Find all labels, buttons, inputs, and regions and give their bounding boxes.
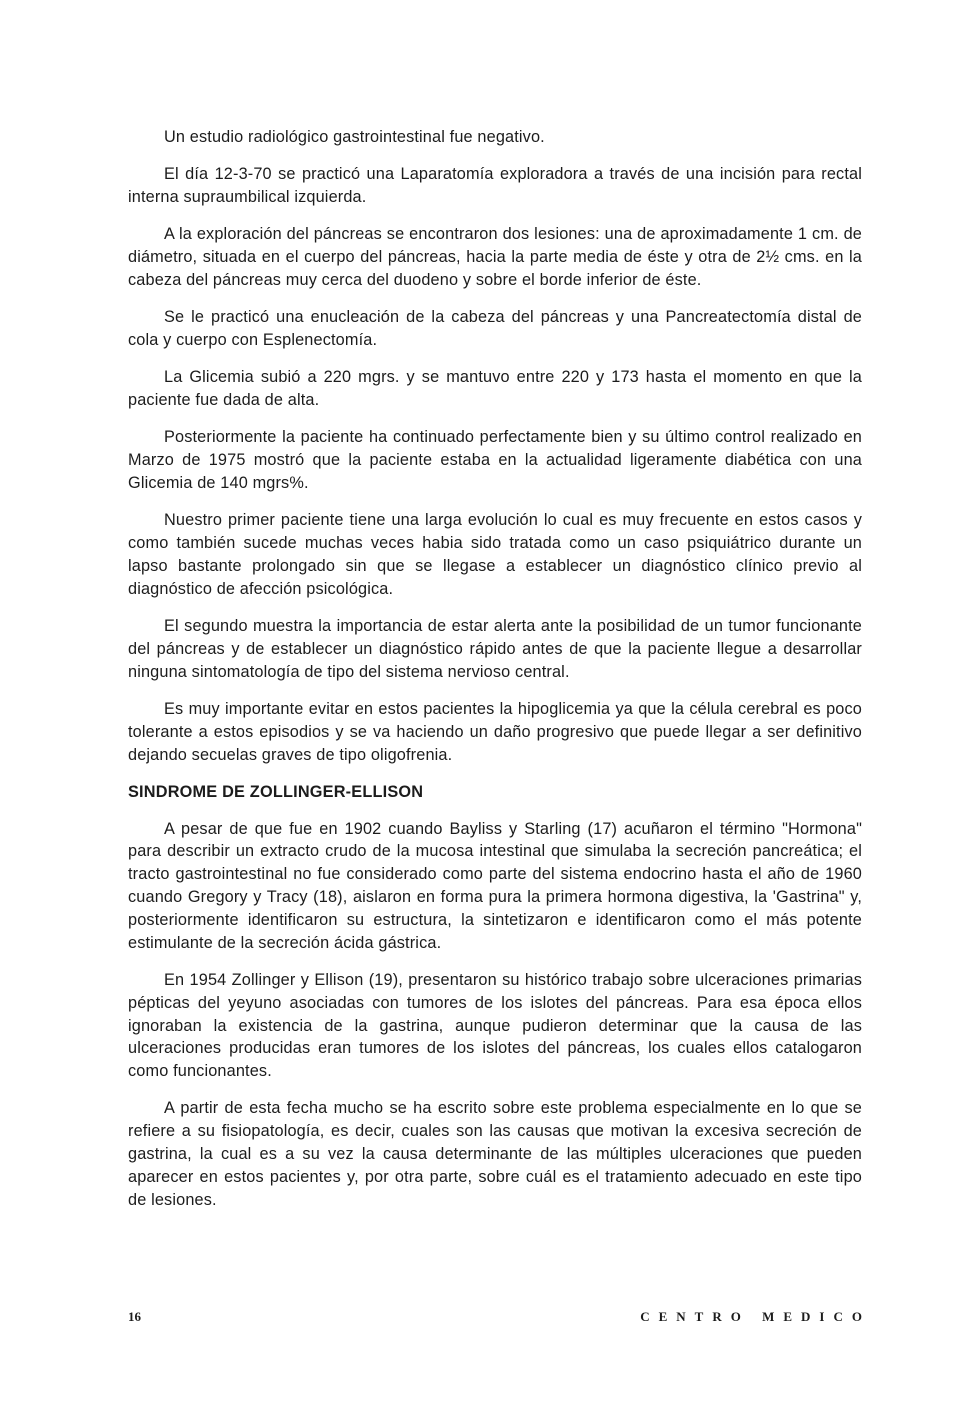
section-heading: SINDROME DE ZOLLINGER-ELLISON (128, 782, 424, 801)
paragraph: El día 12-3-70 se practicó una Laparatomía exploradora a través de una incisión para rectal interna supraumbilical izquierda. (128, 165, 862, 207)
paragraph: A partir de esta fecha mucho se ha escrito sobre este problema especialmente en lo que se refiere a su fisiopatología, es decir, cuales son las causas que motivan la excesiva secreción de gastrina, la cual es a su vez la causa determinante de las múltiples ulceraciones que pueden aparecer en estos pacientes y, por otra parte, sobre cuál es el tratamiento adecuado en este tipo de lesiones. (128, 1099, 862, 1209)
paragraph: Posteriormente la paciente ha continuado perfectamente bien y su último control realizado en Marzo de 1975 mostró que la paciente estaba en la actualidad ligeramente diabética con una Glicemia de 140 mgrs%. (128, 428, 862, 493)
paragraph: En 1954 Zollinger y Ellison (19), presentaron su histórico trabajo sobre ulceraciones primarias pépticas del yeyuno asociadas con tumores de los islotes del páncreas. Para esa época ellos ignoraban la existencia de la gastrina, aunque pudieron determinar que la causa de las ulceraciones producidas eran tumores de los islotes del páncreas, los cuales ellos catalogaron como funcionantes. (128, 970, 862, 1081)
paragraph: Nuestro primer paciente tiene una larga evolución lo cual es muy frecuente en estos casos y como también sucede muchas veces habia sido tratada como un caso psiquiátrico durante un lapso bastante prolongado sin que se llegase a establecer un diagnóstico clínico previo al diagnóstico de afección psicológica. (128, 511, 862, 598)
body-text (128, 126, 862, 1226)
paragraph: Un estudio radiológico gastrointestinal fue negativo. (164, 128, 545, 146)
page-footer (128, 1309, 871, 1325)
paragraph: A pesar de que fue en 1902 cuando Bayliss y Starling (17) acuñaron el término "Hormona" para describir un extracto crudo de la mucosa intestinal que simulaba la secreción pancreática; el tracto gastrointestinal no fue considerado como parte del sistema endocrino hasta el año de 1960 cuando Gregory y Tracy (18), aislaron en forma pura la primera hormona digestiva, la 'Gastrina" y, posteriormente identificaron su estructura, la sintetizaron e identificaron como el más potente estimulante de la secreción ácida gástrica. (128, 819, 862, 952)
paragraph: Se le practicó una enucleación de la cabeza del páncreas y una Pancreatectomía distal de cola y cuerpo con Esplenectomía. (128, 308, 862, 350)
paragraph: Es muy importante evitar en estos pacientes la hipoglicemia ya que la célula cerebral es poco tolerante a estos episodios y se va haciendo un daño progresivo que puede llegar a ser definitivo dejando secuelas graves de tipo oligofrenia. (128, 699, 862, 764)
paragraph: A la exploración del páncreas se encontraron dos lesiones: una de aproximadamente 1 cm. de diámetro, situada en el cuerpo del páncreas, hacia la parte media de éste y otra de 2½ cms. en la cabeza del páncreas muy cerca del duodeno y sobre el borde inferior de éste. (128, 225, 862, 289)
page-number: 16 (128, 1309, 141, 1324)
paragraph: La Glicemia subió a 220 mgrs. y se mantuvo entre 220 y 173 hasta el momento en que la paciente fue dada de alta. (128, 368, 862, 410)
journal-name: CENTRO MEDICO (640, 1309, 871, 1324)
paragraph: El segundo muestra la importancia de estar alerta ante la posibilidad de un tumor funcionante del páncreas y de establecer un diagnóstico rápido antes de que la paciente llegue a desarrollar ninguna sintomatología de tipo del sistema nervioso central. (128, 617, 862, 681)
